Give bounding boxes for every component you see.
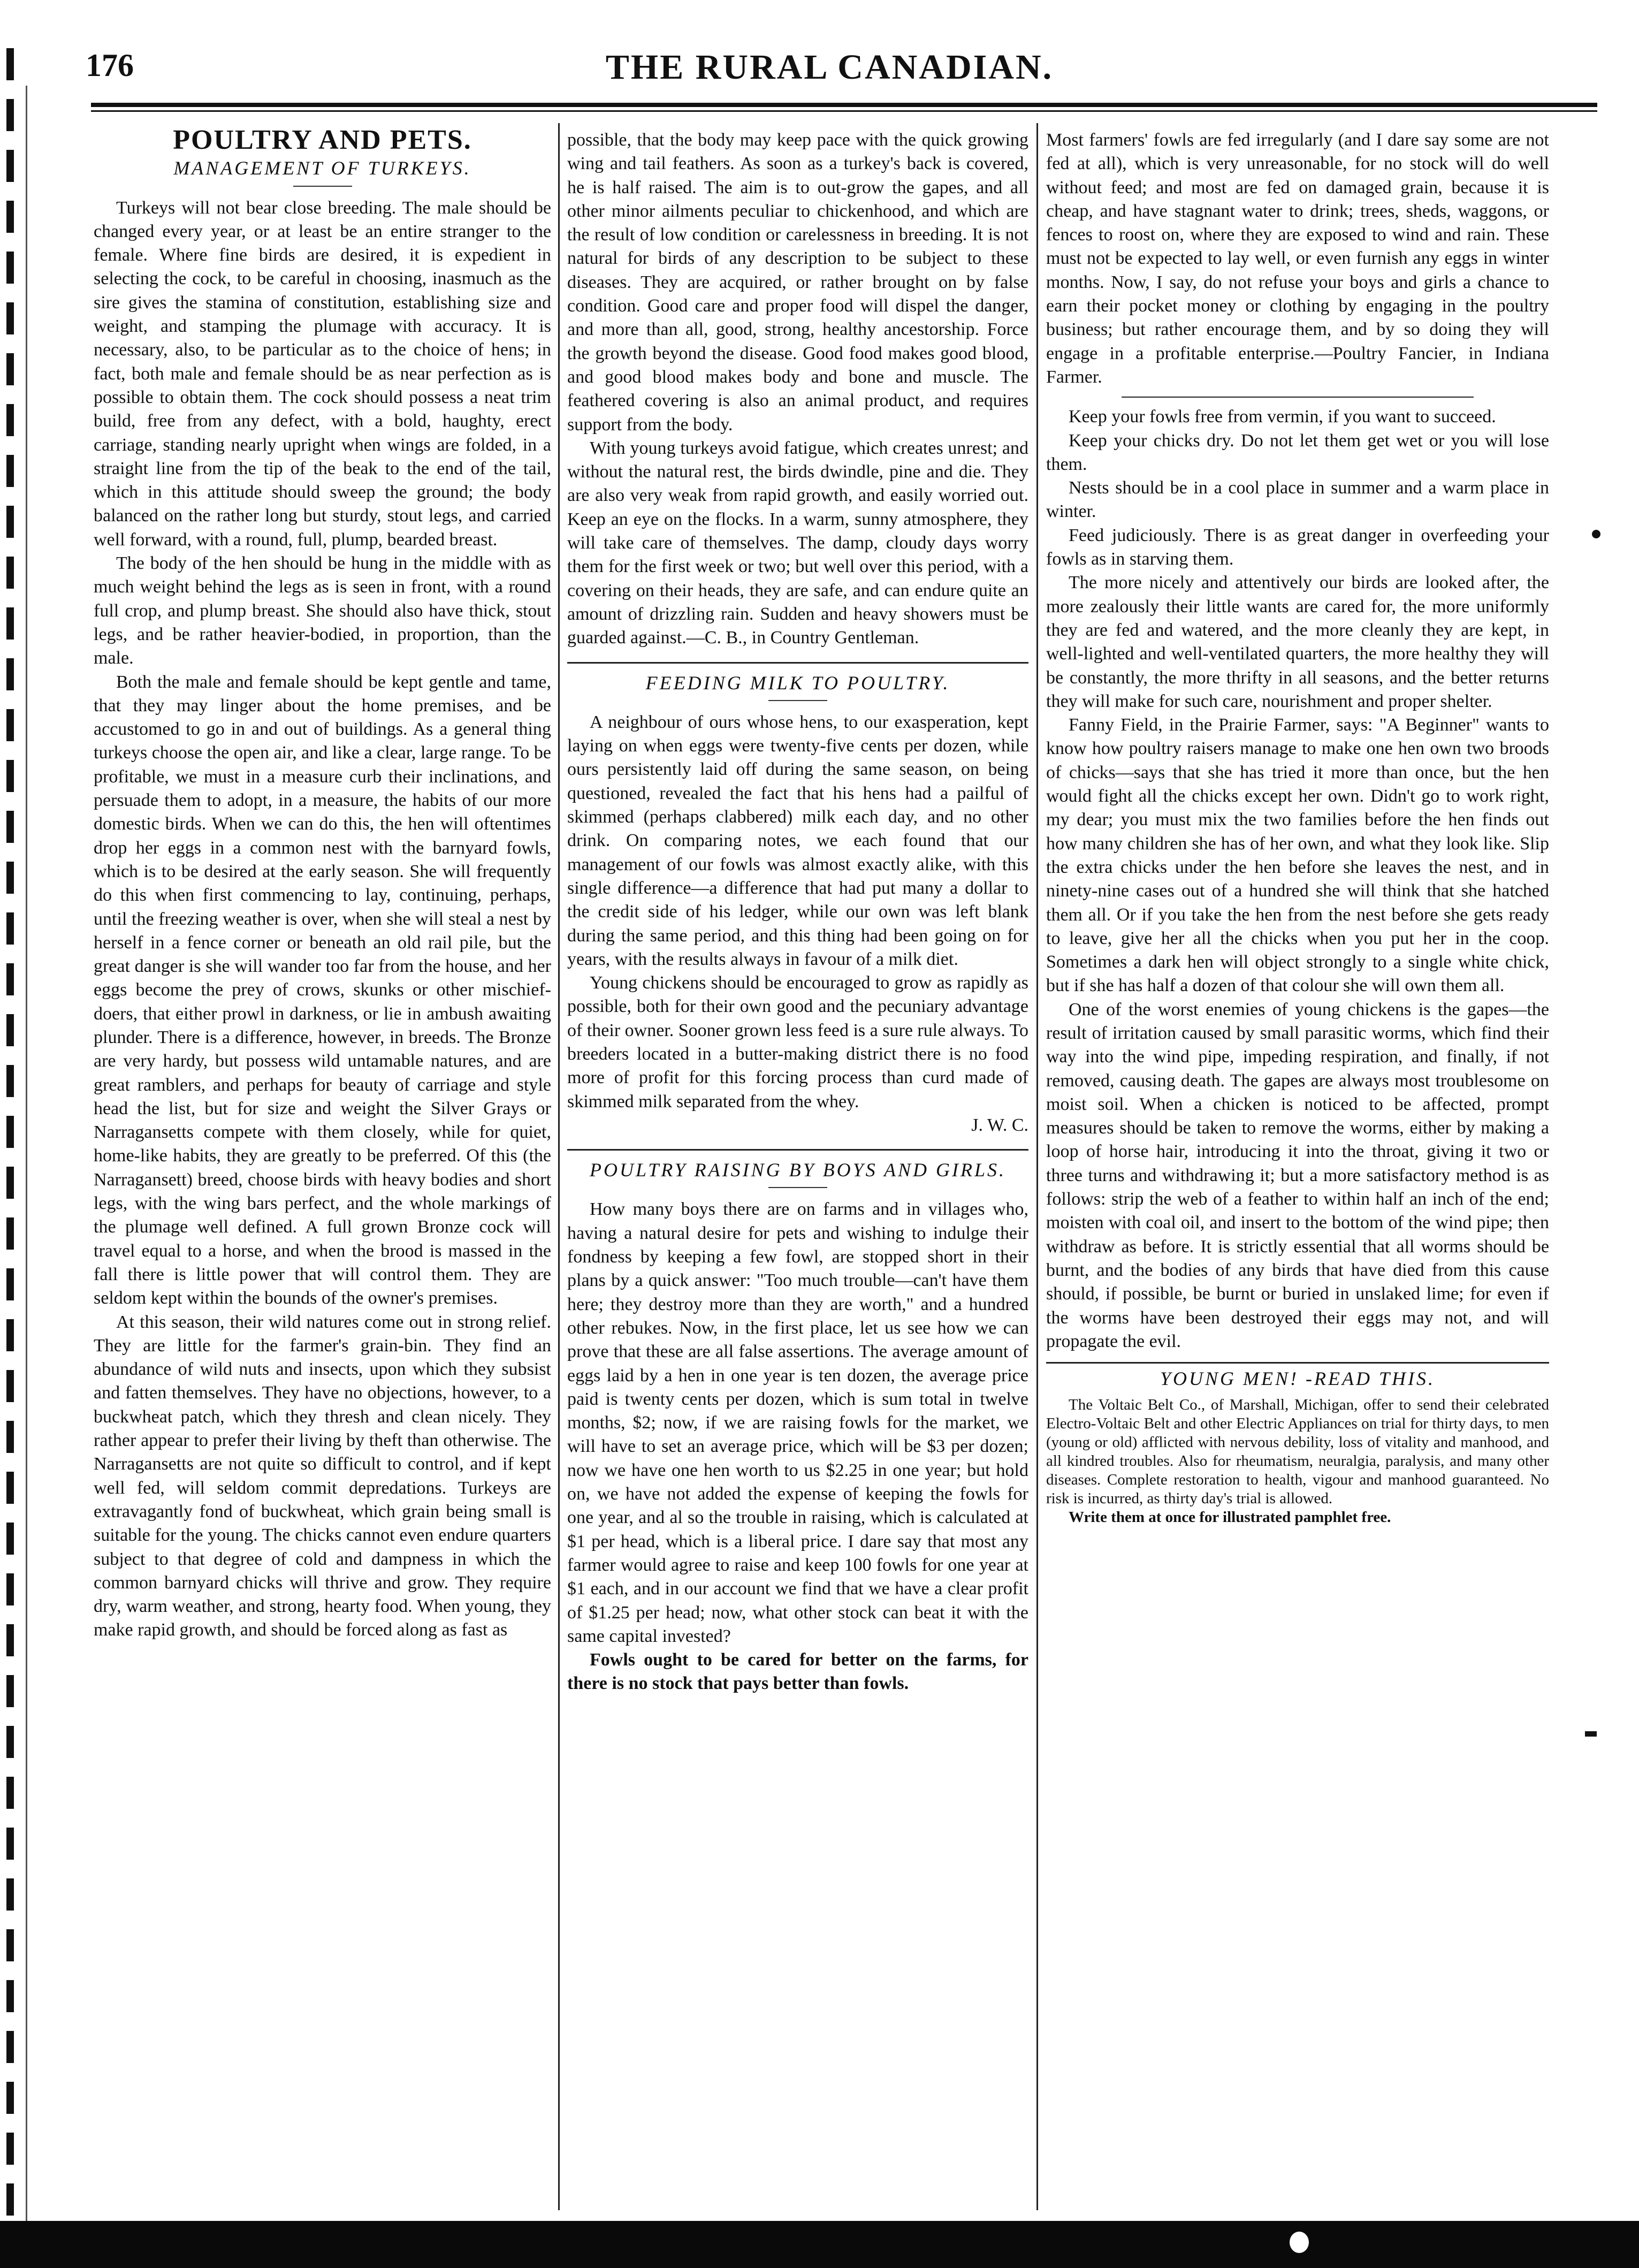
column-divider-2 [1036, 123, 1038, 2210]
tip: Nests should be in a cool place in summer and a warm place in winter. [1046, 478, 1549, 522]
tip: The more nicely and attentively our birds are looked after, the more zealously their little wants are cared for, the more uniformly they are fed and watered, and the more cleanly they are kept, in well-lighted and well-ventilated quarters, the more healthy they will be constantly, the more thrifty in all seasons, and the better returns they will make for such care, nourishment and proper shelter. [1046, 573, 1549, 711]
title-rule [768, 700, 827, 701]
header-rule-thick [91, 103, 1597, 107]
article-separator [567, 662, 1028, 664]
article-separator [567, 1149, 1028, 1151]
paragraph: With young turkeys avoid fatigue, which creates unrest; and without the natural rest, the birds dwindle, pine and die. They are also very weak from rapid growth, and easily worried out. Keep an eye on the flocks. In a warm, sunny atmosphere, they will take care of themselves. The damp, cloudy days worry them for the first week or two; but well over this period, with a covering on their heads, they are safe, and can endure quite an amount of drizzling rain. Sudden and heavy showers must be guarded against.—C. B., in Country Gentleman. [567, 438, 1028, 648]
publication-title: THE RURAL CANADIAN. [605, 48, 1054, 87]
ad-text-bold: Write them at once for illustrated pamphlet free. [1069, 1509, 1391, 1526]
header-rule-thin [91, 110, 1597, 112]
paragraph: Most farmers' fowls are fed irregularly (and I dare say some are not fed at all), which is very unreasonable, for no stock will do well without feed; and most are fed on damaged grain, because it is cheap, and have stagnant water to drink; trees, sheds, waggons, or fences to roost on, where they are exposed to wind and rain. These must not be expected to lay well, or even furnish any eggs in winter months. Now, I say, do not refuse your boys and girls a chance to earn their pocket money or clothing by engaging in the poultry business; but rather encourage them, and by so doing they will engage in a profitable enterprise.—Poultry Fancier, in Indiana Farmer. [1046, 130, 1549, 387]
section-title: POULTRY AND PETS. [173, 125, 472, 155]
column-3 [1046, 128, 1549, 1527]
column-divider-1 [558, 123, 560, 2210]
paragraph: possible, that the body may keep pace with the quick growing wing and tail feathers. As soon as a turkey's back is covered, he is half raised. The aim is to out-grow the gapes, and all other minor ailments peculiar to chickenhood, and which are the result of low condition or carelessness in breeding. It is not natural for birds of any description to be subject to these diseases. They are acquired, or rather brought on by false condition. Good care and proper food will dispel the danger, and more than all, good, strong, healthy ancestorship. Force the growth beyond the disease. Good food makes good blood, and good blood makes body and bone and muscle. The feathered covering is also an animal product, and requires support from the body. [567, 130, 1028, 435]
tip: Fanny Field, in the Prairie Farmer, says: "A Beginner" wants to know how poultry raisers manage to make one hen own two broods of chicks—says that she has tried it more than once, but the hen would fight all the chicks except her own. Didn't go to work right, my dear; you must mix the two families before the hen finds out how many children she has of her own, and what they look like. Slip the extra chicks under the hen before she leaves the nest, and in ninety-nine cases out of a hundred she will think that she hatched them all. Or if you take the hen from the nest before she gets ready to leave, give her all the chicks when you put her in the coop. Sometimes a dark hen will object strongly to a single white chick, but if she has half a dozen of that colour she will own them all. [1046, 715, 1549, 996]
title-rule [768, 1187, 827, 1188]
paragraph: The body of the hen should be hung in the middle with as much weight behind the legs as is seen in front, with a round full crop, and plump breast. She should also have thick, stout legs, and be rather heavier-bodied, in proportion, than the male. [94, 553, 551, 668]
advertisement [1046, 1362, 1549, 1527]
tip: Feed judiciously. There is as great danger in overfeeding your fowls as in starving them. [1046, 525, 1549, 569]
article-title-boys-girls: POULTRY RAISING BY BOYS AND GIRLS. [589, 1159, 1006, 1181]
margin-dash [1585, 1731, 1597, 1737]
ad-body [1046, 1396, 1549, 1527]
page-header [64, 47, 1595, 95]
tip: One of the worst enemies of young chickens is the gapes—the result of irritation caused by small parasitic worms, which find their way into the wind pipe, impeding respiration, and finally, if not removed, causing death. The gapes are always most troublesome on moist soil. When a chicken is noticed to be affected, prompt measures should be taken to remove the worms, either by making a loop of horse hair, introducing it into the throat, giving it two or three turns and withdrawing it; but a more satisfactory method is as follows: strip the web of a feather to within half an inch of the end; moisten with coal oil, and insert to the bottom of the wind pipe; then withdraw as before. It is strictly essential that all worms should be burnt, and the bodies of any birds that have died from this cause should, if possible, be burnt or buried in unslaked lime; for even if the worms have been destroyed their eggs may not, and will propagate the evil. [1046, 999, 1549, 1351]
column-1 [94, 125, 551, 1642]
title-rule [293, 186, 352, 187]
scan-margin-line [26, 86, 27, 2226]
paragraph-bold: Fowls ought to be cared for better on the farms, for there is no stock that pays better than fowls. [567, 1650, 1028, 1694]
article-title-milk: FEEDING MILK TO POULTRY. [645, 672, 950, 694]
tip: Keep your chicks dry. Do not let them get wet or you will lose them. [1046, 430, 1549, 474]
scan-hole [1290, 2232, 1309, 2253]
scan-bottom-edge [0, 2221, 1639, 2268]
paragraph: Young chickens should be encouraged to grow as rapidly as possible, both for their own good and the pecuniary advantage of their owner. Sooner grown less feed is a sure rule always. To breeders located in a butter-making district there is no food more of profit for this forcing process than curd made of skimmed milk separated from the whey. [567, 973, 1028, 1112]
paragraph: A neighbour of ours whose hens, to our exasperation, kept laying on when eggs were twenty-five cents per dozen, while ours persistently laid off during the same season, on being questioned, revealed the fact that his hens had a pailful of skimmed (perhaps clabbered) milk each day, and no other drink. On comparing notes, we each found that our management of our fowls was almost exactly alike, with this single difference—a difference that had put many a dollar to the credit side of his ledger, while our own was left blank during the same period, and this thing had been going on for years, with the results always in favour of a milk diet. [567, 712, 1028, 969]
column-2 [567, 128, 1028, 1696]
page-number: 176 [86, 48, 134, 83]
paragraph: Both the male and female should be kept gentle and tame, that they may linger about the home premises, and be accustomed to go in and out of buildings. As a general thing turkeys choose the open air, and like a clear, large range. To be profitable, we must in a measure curb their inclinations, and persuade them to adopt, in a measure, the habits of our more domestic birds. When we can do this, the hen will oftentimes drop her eggs in a common nest with the barnyard fowls, which is to be desired at the early season. She will frequently do this when first commencing to lay, continuing, perhaps, until the freezing weather is over, when she will steal a nest by herself in a fence corner or beneath an old rail pile, but the great danger is she will wander too far from the house, and her eggs become the prey of crows, skunks or other mischief-doers, that either prowl in darkness, or lie in ambush awaiting plunder. There is a difference, however, in breeds. The Bronze are very hardy, but possess wild untamable natures, and are great ramblers, and perhaps for beauty of carriage and style head the list, but for size and weight the Silver Grays or Narragansetts compete with them closely, while for quiet, home-like habits, they are greatly to be preferred. Of this (the Narragansett) breed, choose birds with heavy bodies and short legs, with the wing bars perfect, and the whole markings of the plumage well defined. A full grown Bronze cock will travel equal to a horse, and when the brood is massed in the fall there is little power that will control them. They are seldom kept within the bounds of the owner's premises. [94, 672, 551, 1308]
paragraph: Turkeys will not bear close breeding. The male should be changed every year, or at least be an entire stranger to the female. Where fine birds are desired, it is expedient in selecting the cock, to be careful in choosing, inasmuch as the sire gives the stamina of constitution, establishing size and weight, and stamping the plumage with accuracy. It is necessary, also, to be particular as to the choice of hens; in fact, both male and female should be as near perfection as is possible to obtain them. The cock should possess a neat trim build, free from any defect, with a bold, haughty, erect carriage, standing nearly upright when wings are folded, in a straight line from the tip of the beak to the end of the tail, which in this attitude should sweep the ground; the body balanced on the rather long but sturdy, stout legs, and carried well forward, with a round, full, plump, bearded breast. [94, 197, 551, 550]
paragraph: At this season, their wild natures come out in strong relief. They are little for the farmer's grain-bin. They find an abundance of wild nuts and insects, upon which they subsist and fatten themselves. They have no objections, however, to a buckwheat patch, which they thresh and clean nicely. They rather appear to prefer their living by theft than otherwise. The Narragansetts are not quite so difficult to control, and if kept well fed, will seldom commit depredations. Turkeys are extravagantly fond of buckwheat, which grain being small is suitable for the young. The chicks cannot even endure quarters subject to that degree of cold and dampness in which the common barnyard chicks will thrive and grow. They require dry, warm weather, and strong, hearty food. When young, they make rapid growth, and should be forced along as fast as [94, 1312, 551, 1640]
signature: J. W. C. [971, 1115, 1028, 1135]
margin-dot [1592, 530, 1600, 538]
paragraph: How many boys there are on farms and in villages who, having a natural desire for pets and wishing to indulge their fondness by keeping a few fowl, are stopped short in their plans by a quick answer: "Too much trouble—can't have them here; they destroy more than they are worth," and a hundred other rebukes. Now, in the first place, let us see how we can prove that these are all false assertions. The average amount of eggs laid by a hen in one year is ten dozen, the average price paid is twenty cents per dozen, which is sum total in twelve months, $2; now, if we are raising fowls for the market, we will have to set an average price, which will be $3 per dozen; now we have one hen worth to us $2.25 in one year; but hold on, we have not added the expense of keeping the fowls for one year, and al so the trouble in raising, which is calculated at $1 per head, which is a liberal price. I dare say that most any farmer would agree to raise and keep 100 fowls for one year at $1 each, and in our account we find that we have a clear profit of $1.25 per head; now, what other stock can beat it with the same capital invested? [567, 1199, 1028, 1646]
scan-margin-mark [6, 48, 14, 2253]
article-title-turkeys: MANAGEMENT OF TURKEYS. [173, 157, 471, 179]
ad-text: The Voltaic Belt Co., of Marshall, Michigan, offer to send their celebrated Electro-Voltaic Belt and other Electric Appliances on trial for thirty days, to men (young or old) afflicted with nervous debility, loss of vitality and manhood, and all kindred troubles. Also for rheumatism, neuralgia, paralysis, and many other diseases. Complete restoration to health, vigour and manhood guaranteed. No risk is incurred, as thirty day's trial is allowed. [1046, 1396, 1549, 1508]
tip: Keep your fowls free from vermin, if you want to succeed. [1069, 407, 1496, 427]
article-separator [1122, 397, 1474, 398]
ad-title: YOUNG MEN! -READ THIS. [1160, 1368, 1435, 1390]
